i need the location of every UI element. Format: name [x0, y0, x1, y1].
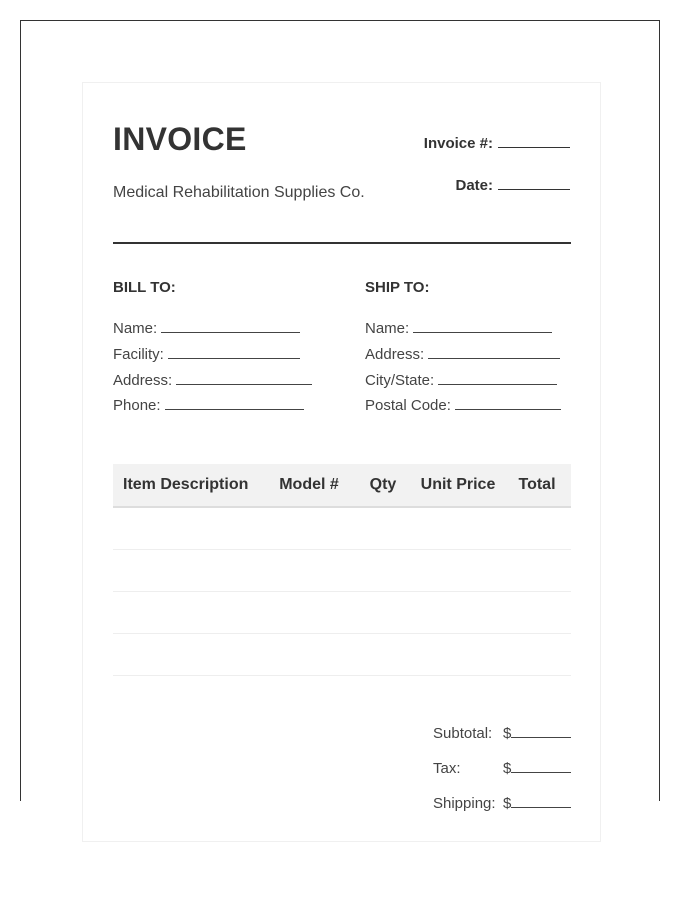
bill-to-address-label: Address: — [113, 372, 173, 389]
shipping-line — [511, 795, 571, 808]
header-divider — [113, 242, 571, 244]
header-item-description: Item Description — [123, 476, 249, 493]
shipping-value — [503, 795, 571, 812]
bill-to-name-label: Name: — [113, 320, 158, 337]
ship-to-heading: SHIP TO: — [365, 279, 430, 296]
document-frame — [20, 20, 660, 812]
subtotal-currency: $ — [503, 725, 512, 742]
ship-to-city-state-label: City/State: — [365, 372, 435, 389]
company-name: Medical Rehabilitation Supplies Co. — [113, 184, 365, 201]
ship-to-postal-code-field — [365, 397, 561, 414]
table-header — [113, 464, 571, 508]
ship-to-city-state-line — [438, 372, 557, 385]
bill-to-address-field — [113, 372, 312, 389]
table-row — [113, 550, 571, 592]
bill-to-facility-field — [113, 346, 300, 363]
header-total: Total — [518, 476, 556, 493]
shipping-currency: $ — [503, 795, 512, 812]
header-qty: Qty — [369, 476, 397, 493]
tax-line — [511, 760, 571, 773]
bill-to-address-line — [176, 372, 312, 385]
invoice-title: INVOICE — [113, 121, 247, 157]
bill-to-phone-field — [113, 397, 304, 414]
ship-to-address-field — [365, 346, 560, 363]
ship-to-city-state-field — [365, 372, 557, 389]
ship-to-postal-code-line — [455, 397, 561, 410]
invoice-sheet — [82, 82, 601, 842]
bill-to-phone-label: Phone: — [113, 397, 161, 414]
tax-label: Tax: — [433, 760, 461, 777]
shipping-label: Shipping: — [433, 795, 496, 812]
ship-to-address-label: Address: — [365, 346, 425, 363]
bill-to-name-line — [161, 320, 300, 333]
bill-to-name-field — [113, 320, 300, 337]
bill-to-phone-line — [165, 397, 304, 410]
ship-to-name-field — [365, 320, 552, 337]
table-row — [113, 508, 571, 550]
subtotal-value — [503, 725, 571, 742]
invoice-number-line — [498, 134, 570, 148]
subtotal-label: Subtotal: — [433, 725, 493, 742]
bill-to-facility-label: Facility: — [113, 346, 164, 363]
ship-to-address-line — [428, 346, 560, 359]
table-row — [113, 592, 571, 634]
invoice-number-row — [424, 134, 570, 152]
invoice-date-line — [498, 176, 570, 190]
invoice-number-label: Invoice #: — [423, 135, 493, 152]
header-unit-price: Unit Price — [420, 476, 496, 493]
header-model-number: Model # — [279, 476, 339, 493]
invoice-date-label: Date: — [455, 177, 493, 194]
subtotal-line — [511, 725, 571, 738]
tax-value — [503, 760, 571, 777]
ship-to-postal-code-label: Postal Code: — [365, 397, 451, 414]
bill-to-heading: BILL TO: — [113, 279, 176, 296]
ship-to-name-label: Name: — [365, 320, 410, 337]
invoice-date-row — [455, 176, 570, 194]
bill-to-facility-line — [168, 346, 300, 359]
tax-currency: $ — [503, 760, 512, 777]
table-row — [113, 634, 571, 676]
ship-to-name-line — [413, 320, 552, 333]
items-table — [113, 464, 571, 676]
